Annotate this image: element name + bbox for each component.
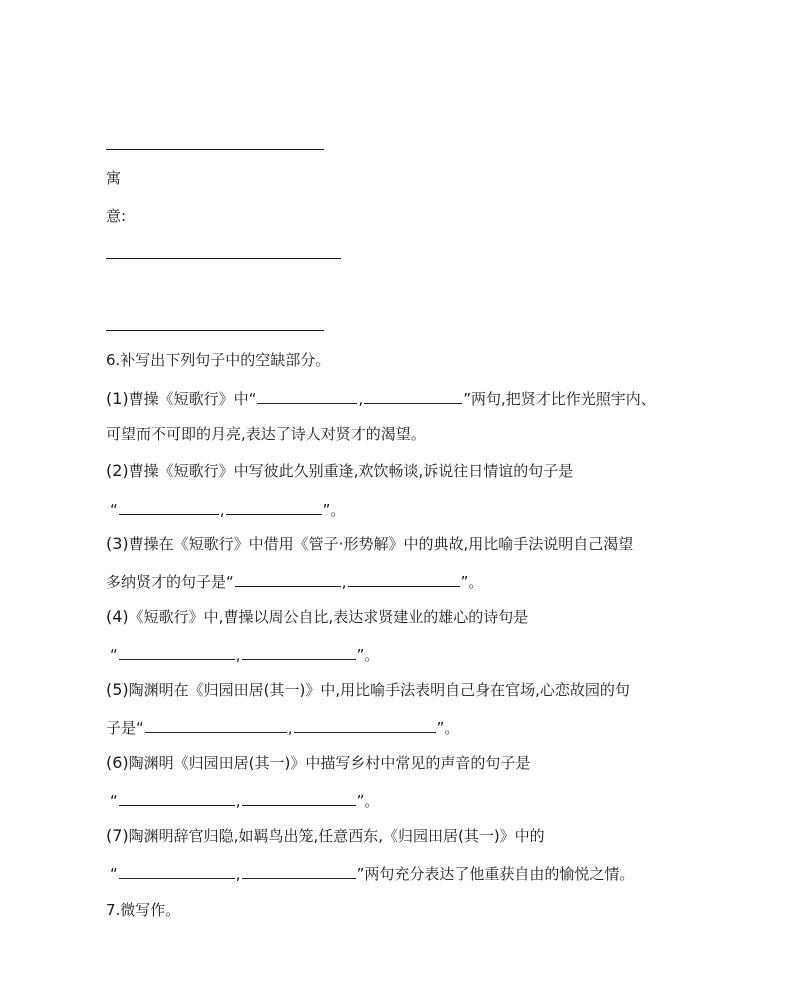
item-text: 曹操《短歌行》中写彼此久别重逢,欢饮畅谈,诉说往日情谊的句子是 xyxy=(128,462,574,480)
blank-field[interactable] xyxy=(294,716,436,733)
q6-item-4 xyxy=(106,607,528,627)
question-7-title: 7.微写作。 xyxy=(106,901,181,919)
q6-item-2-answer: “ , ”。 xyxy=(110,498,345,520)
q6-item-1: (1)曹操《短歌行》中“ , ”两句,把贤才比作光照宇内、 xyxy=(106,389,656,408)
item-number: (5) xyxy=(106,680,129,699)
q6-item-2 xyxy=(106,461,573,481)
item-text: ”两句,把贤才比作光照宇内、 xyxy=(463,390,656,408)
item-number: (2) xyxy=(106,461,129,480)
item-text: 陶渊明在《归园田居(其一)》中,用比喻手法表明自己身在官场,心恋故园的句 xyxy=(128,681,630,699)
item-text: 曹操《短歌行》中“ xyxy=(128,390,257,408)
item-number: (1) xyxy=(106,389,129,408)
q6-item-3-answer: 多纳贤才的句子是“ , ”。 xyxy=(106,570,483,592)
item-text: 曹操在《短歌行》中借用《管子·形势解》中的典故,用比喻手法说明自己渴望 xyxy=(128,535,634,553)
blank-field[interactable] xyxy=(226,498,322,515)
item-number: (6) xyxy=(106,753,129,772)
q6-item-3 xyxy=(106,534,633,554)
item-text: 陶渊明《归园田居(其一)》中描写乡村中常见的声音的句子是 xyxy=(128,754,531,772)
blank-field[interactable] xyxy=(242,862,356,879)
q6-item-6-answer: “ , ”。 xyxy=(110,789,379,811)
item-number: (7) xyxy=(106,826,129,845)
blank-field[interactable] xyxy=(145,716,287,733)
blank-field[interactable] xyxy=(242,789,356,806)
item-number: (4) xyxy=(106,607,129,626)
blank-field[interactable] xyxy=(119,862,235,879)
q6-item-6 xyxy=(106,753,530,773)
blank-field[interactable] xyxy=(257,387,357,404)
item-text: 陶渊明辞官归隐,如羁鸟出笼,任意西东,《归园田居(其一)》中的 xyxy=(128,827,545,845)
blank-field[interactable] xyxy=(235,570,341,587)
item-number: (3) xyxy=(106,534,129,553)
answer-line xyxy=(106,258,341,259)
blank-field[interactable] xyxy=(119,498,219,515)
q6-item-5 xyxy=(106,680,630,700)
blank-field[interactable] xyxy=(242,643,356,660)
blank-field[interactable] xyxy=(119,789,235,806)
answer-line xyxy=(106,149,324,150)
answer-line xyxy=(106,330,324,331)
label-yi: 意: xyxy=(106,207,127,225)
q6-item-4-answer: “ , ”。 xyxy=(110,643,379,665)
q6-item-7 xyxy=(106,826,545,846)
q6-item-1-line2: 可望而不可即的月亮,表达了诗人对贤才的渴望。 xyxy=(106,425,426,443)
label-yu: 寓 xyxy=(106,169,122,187)
q6-item-7-answer: “ , ”两句充分表达了他重获自由的愉悦之情。 xyxy=(110,862,634,884)
item-text: 《短歌行》中,曹操以周公自比,表达求贤建业的雄心的诗句是 xyxy=(128,608,529,626)
question-6-title: 6.补写出下列句子中的空缺部分。 xyxy=(106,351,331,369)
blank-field[interactable] xyxy=(119,643,235,660)
blank-field[interactable] xyxy=(348,570,460,587)
q6-item-5-answer: 子是“ , ”。 xyxy=(106,716,459,738)
blank-field[interactable] xyxy=(364,387,462,404)
